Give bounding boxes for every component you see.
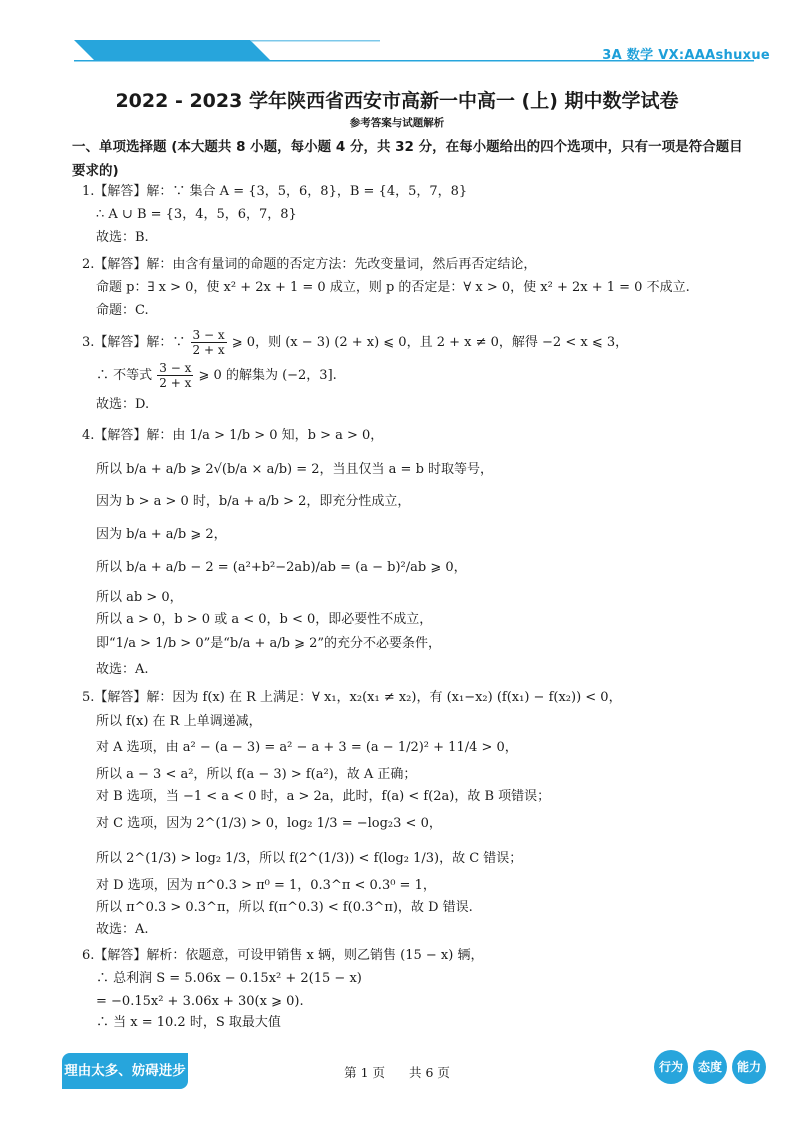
q4-line-5: 所以 b/a + a/b − 2 = (a²+b²−2ab)/ab = (a − b)²/ab ⩾ 0，: [96, 560, 467, 575]
q1-line-3: 故选：B.: [96, 230, 149, 245]
q5-line-2: 所以 f(x) 在 R 上单调递减，: [96, 714, 262, 729]
q3-fraction-1-denominator: 2 + x: [192, 343, 225, 357]
q2-line-2: 命题 p：∃ x > 0，使 x² + 2x + 1 = 0 成立，则 p 的否定是：∀ x > 0，使 x² + 2x + 1 = 0 不成立.: [96, 280, 690, 295]
q3-fraction-1-numerator: 3 − x: [192, 328, 225, 342]
page-current: 第 1 页: [344, 1065, 385, 1080]
q3-fraction-2: [157, 361, 193, 390]
footer-badges: [649, 1050, 766, 1084]
badge-ability: 能力: [732, 1050, 766, 1084]
document-title: 2022 - 2023 学年陕西省西安市高新一中高一 (上) 期中数学试卷: [115, 90, 679, 112]
q4-line-8: 即“1/a > 1/b > 0”是“b/a + a/b ⩾ 2”的充分不必要条件，: [96, 636, 442, 651]
q3-line-2: [96, 361, 337, 390]
q4-line-6: 所以 ab > 0，: [96, 590, 183, 605]
q6-line-3: = −0.15x² + 3.06x + 30(x ⩾ 0).: [96, 994, 304, 1009]
q5-line-3: 对 A 选项，由 a² − (a − 3) = a² − a + 3 = (a − 1/2)² + 11/4 > 0，: [96, 740, 518, 755]
q3-line-1-prefix: 3.【解答】解：∵: [82, 334, 186, 350]
badge-attitude: 态度: [693, 1050, 727, 1084]
footer-slogan: 理由太多、妨碍进步: [62, 1053, 188, 1089]
q3-fraction-1: [191, 328, 227, 357]
section-heading: 一、单项选择题 (本大题共 8 小题，每小题 4 分，共 32 分，在每小题给出的四个选项中，只有一项是符合题目要求的): [72, 139, 743, 179]
q5-line-4: 所以 a − 3 < a²，所以 f(a − 3) > f(a²)，故 A 正确；: [96, 767, 417, 782]
q4-line-2: 所以 b/a + a/b ⩾ 2√(b/a × a/b) = 2，当且仅当 a = b 时取等号，: [96, 462, 494, 477]
q3-fraction-2-denominator: 2 + x: [159, 376, 192, 390]
q5-line-6: 对 C 选项，因为 2^(1/3) > 0，log₂ 1/3 = −log₂3 < 0，: [96, 816, 442, 831]
q3-line-1: [82, 328, 628, 357]
q3-line-2-prefix: ∴ 不等式: [96, 367, 153, 383]
q5-line-8: 对 D 选项，因为 π^0.3 > π⁰ = 1，0.3^π < 0.3⁰ = 1，: [96, 878, 436, 893]
q4-line-3: 因为 b > a > 0 时，b/a + a/b > 2，即充分性成立，: [96, 494, 411, 509]
q5-line-10: 故选：A.: [96, 922, 149, 937]
page-total: 共 6 页: [408, 1065, 450, 1080]
q4-line-1: 4.【解答】解：由 1/a > 1/b > 0 知，b > a > 0，: [82, 428, 384, 443]
q5-line-5: 对 B 选项，当 −1 < a < 0 时，a > 2a，此时，f(a) < f(2a)，故 B 项错误；: [96, 789, 551, 804]
header-brand: 3A 数学 VX:AAAshuxue: [602, 48, 770, 63]
q6-line-1: 6.【解答】解析：依题意，可设甲销售 x 辆，则乙销售 (15 − x) 辆，: [82, 948, 484, 963]
q2-line-1: 2.【解答】解：由含有量词的命题的否定方法：先改变量词，然后再否定结论，: [82, 257, 537, 272]
q3-line-3: 故选：D.: [96, 397, 150, 412]
document-subtitle: 参考答案与试题解析: [349, 117, 445, 129]
q6-line-2: ∴ 总利润 S = 5.06x − 0.15x² + 2(15 − x): [96, 971, 362, 986]
q2-line-3: 命题：C.: [96, 303, 149, 318]
q4-line-9: 故选：A.: [96, 662, 149, 677]
q5-line-9: 所以 π^0.3 > 0.3^π，所以 f(π^0.3) < f(0.3^π)，故 D 错误.: [96, 900, 473, 915]
q1-line-1: 1.【解答】解：∵ 集合 A = {3，5，6，8}，B = {4，5，7，8}: [82, 184, 468, 199]
q3-line-1-suffix: ⩾ 0，则 (x − 3) (2 + x) ⩽ 0，且 2 + x ≠ 0，解得 −2 < x ⩽ 3，: [231, 334, 629, 350]
q4-line-7: 所以 a > 0，b > 0 或 a < 0，b < 0，即必要性不成立，: [96, 612, 433, 627]
q4-line-4: 因为 b/a + a/b ⩾ 2，: [96, 527, 227, 542]
q1-line-2: ∴ A ∪ B = {3，4，5，6，7，8}: [96, 207, 297, 222]
q3-line-2-suffix: ⩾ 0 的解集为 (−2，3].: [198, 367, 337, 383]
q6-line-4: ∴ 当 x = 10.2 时，S 取最大值: [96, 1015, 281, 1030]
badge-behavior: 行为: [654, 1050, 688, 1084]
q5-line-7: 所以 2^(1/3) > log₂ 1/3，所以 f(2^(1/3)) < f(log₂ 1/3)，故 C 错误；: [96, 851, 523, 866]
q5-line-1: 5.【解答】解：因为 f(x) 在 R 上满足：∀ x₁，x₂(x₁ ≠ x₂)，有 (x₁−x₂) (f(x₁) − f(x₂)) < 0，: [82, 690, 622, 705]
q3-fraction-2-numerator: 3 − x: [159, 361, 192, 375]
